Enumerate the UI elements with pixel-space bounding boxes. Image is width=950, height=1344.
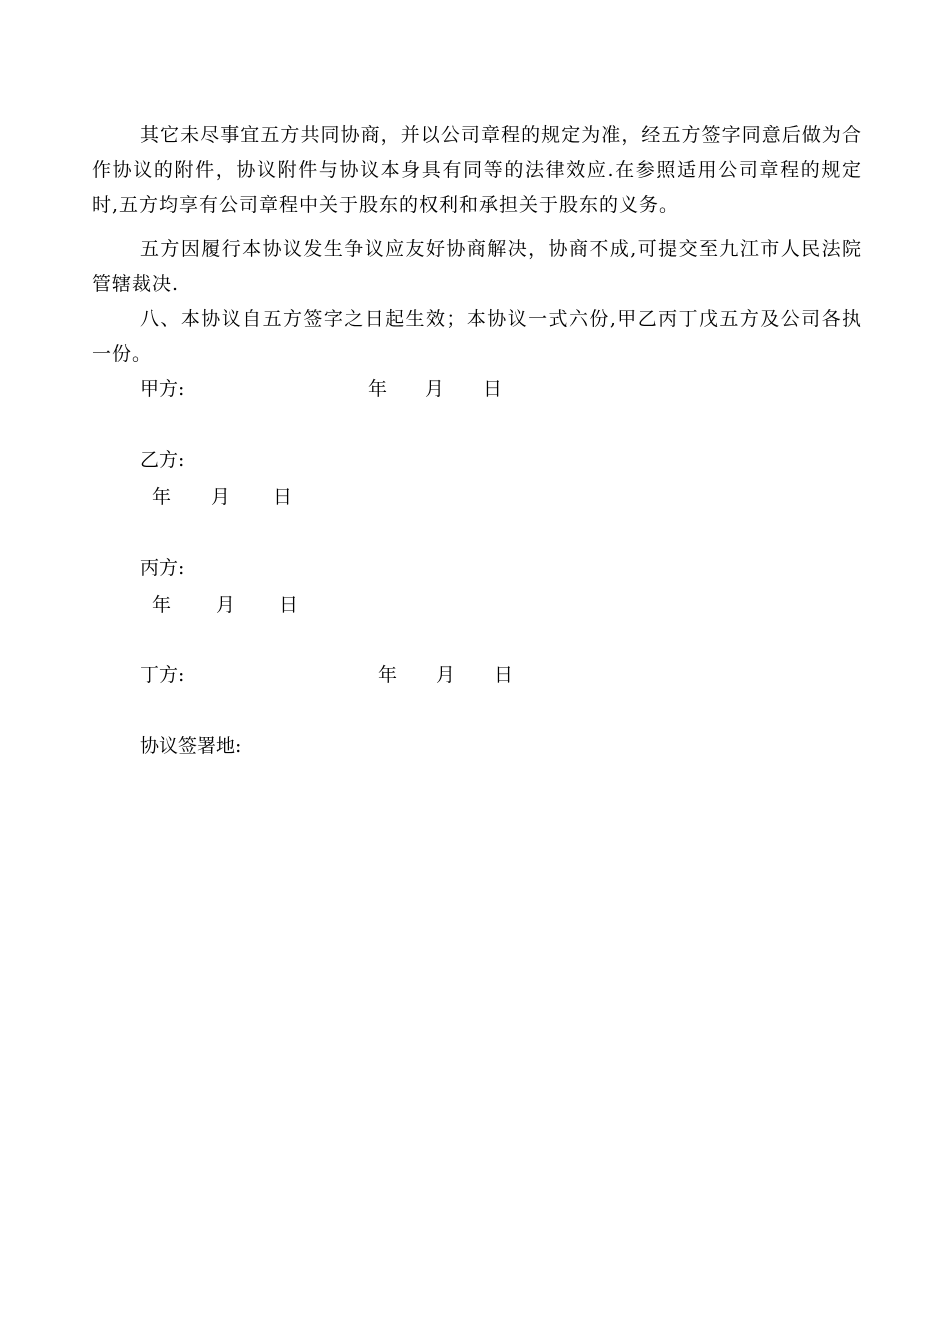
party-c-label: 丙方: <box>140 557 185 579</box>
date-year: 年 <box>368 378 388 400</box>
signing-place-label: 协议签署地: <box>140 735 242 757</box>
date-year: 年 <box>378 664 398 686</box>
party-a-label: 甲方: <box>140 378 185 400</box>
paragraph-dispute-resolution: 五方因履行本协议发生争议应友好协商解决，协商不成,可提交至九江市人民法院管辖裁决. <box>92 238 862 295</box>
party-a-date <box>368 376 502 402</box>
date-month: 月 <box>216 594 236 616</box>
date-month: 月 <box>425 378 445 400</box>
paragraph-effective-clause: 八、本协议自五方签字之日起生效；本协议一式六份,甲乙丙丁戊五方及公司各执一份。 <box>92 308 862 365</box>
date-month: 月 <box>436 664 456 686</box>
date-day: 日 <box>273 486 293 508</box>
date-year: 年 <box>152 486 172 508</box>
party-d-date <box>378 662 513 688</box>
date-month: 月 <box>211 486 231 508</box>
date-day: 日 <box>279 594 299 616</box>
party-c-date <box>152 592 298 618</box>
paragraph-other-matters: 其它未尽事宜五方共同协商，并以公司章程的规定为准，经五方签字同意后做为合作协议的附件，协议附件与协议本身具有同等的法律效应.在参照适用公司章程的规定时,五方均享有公司章程中关于股东的权利和承担关于股东的义务。 <box>92 124 862 216</box>
party-d-label: 丁方: <box>140 664 185 686</box>
date-year: 年 <box>152 594 172 616</box>
party-b-date <box>152 484 292 510</box>
date-day: 日 <box>494 664 514 686</box>
party-b-label: 乙方: <box>140 449 185 471</box>
date-day: 日 <box>483 378 503 400</box>
